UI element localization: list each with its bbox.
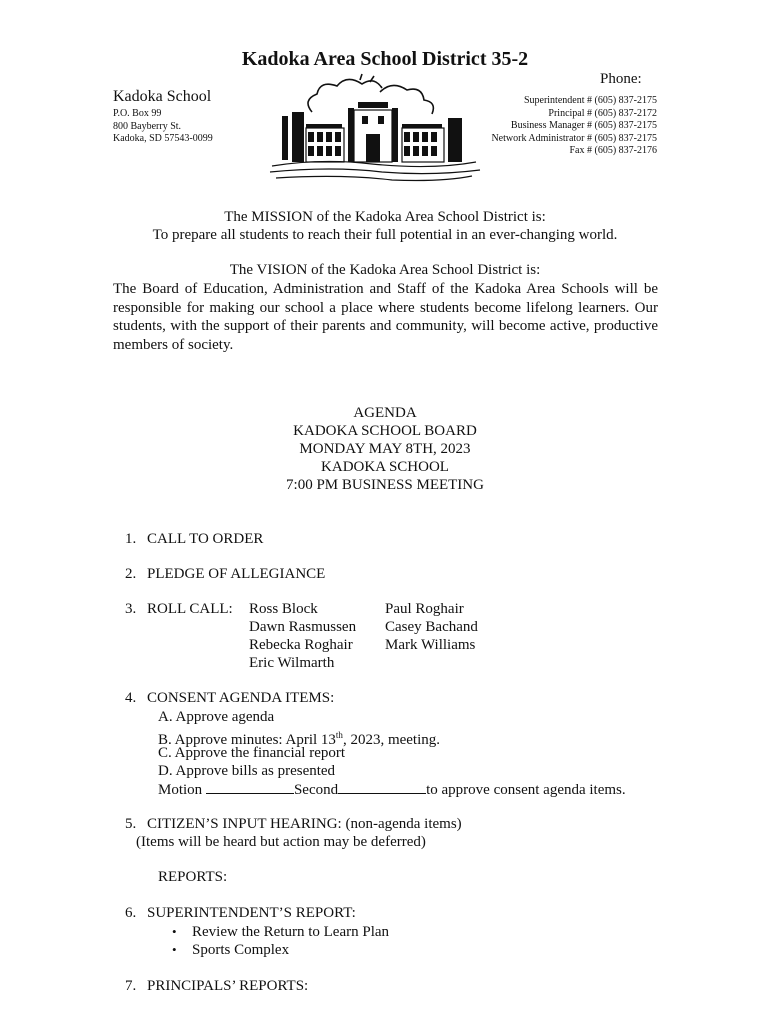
vision-heading: The VISION of the Kadoka Area School District is: xyxy=(229,262,541,278)
agenda-location: KADOKA SCHOOL xyxy=(321,459,449,475)
school-name: Kadoka School xyxy=(113,88,212,105)
item-text: CONSENT AGENDA ITEMS: xyxy=(147,690,335,706)
address-line: 800 Bayberry St. xyxy=(113,120,182,132)
contact-line: Network Administrator # (605) 837-2175 xyxy=(491,132,657,144)
address-line: P.O. Box 99 xyxy=(113,108,162,119)
item-text: CALL TO ORDER xyxy=(147,531,264,547)
vision-text: The Board of Education, Administration and Staff of the Kadoka Area Schools will be responsible for making our school a place where students become lifelong learners. Our students, with the support of their parents and community, will become active, productive members of society. xyxy=(113,281,658,353)
reports-heading: REPORTS: xyxy=(158,869,228,885)
agenda-board: KADOKA SCHOOL BOARD xyxy=(293,423,477,439)
agenda-date: MONDAY MAY 8TH, 2023 xyxy=(299,441,471,457)
contact-line: Superintendent # (605) 837-2175 xyxy=(523,95,657,106)
board-member: Eric Wilmarth xyxy=(249,655,335,671)
mission-text: To prepare all students to reach their full potential in an ever-changing world. xyxy=(152,227,618,243)
report-bullet: Review the Return to Learn Plan xyxy=(192,924,390,940)
item-number: 4. xyxy=(125,690,137,706)
motion-blank xyxy=(206,780,294,794)
consent-subitem: A. Approve agenda xyxy=(158,709,275,725)
item-note: (Items will be heard but action may be deferred) xyxy=(136,834,426,850)
contact-line: Principal # (605) 837-2172 xyxy=(548,107,657,119)
report-bullet: Sports Complex xyxy=(192,942,290,958)
district-title: Kadoka Area School District 35-2 xyxy=(241,48,529,70)
phone-label: Phone: xyxy=(600,71,642,87)
consent-subitem: B. Approve minutes: April 13th, 2023, meeting. xyxy=(158,730,441,748)
agenda-item-roll-call xyxy=(0,600,770,672)
item-number: 3. xyxy=(125,601,137,617)
board-member: Paul Roghair xyxy=(385,601,464,617)
board-member: Mark Williams xyxy=(385,637,476,653)
board-member: Ross Block xyxy=(249,601,318,617)
item-number: 7. xyxy=(125,978,137,994)
board-member: Rebecka Roghair xyxy=(249,637,353,653)
item-text: PLEDGE OF ALLEGIANCE xyxy=(147,566,326,582)
contact-line: Fax # (605) 837-2176 xyxy=(569,145,657,156)
item-text: PRINCIPALS’ REPORTS: xyxy=(147,978,309,994)
agenda-item-superintendent xyxy=(0,904,770,960)
agenda-item-consent xyxy=(0,689,770,799)
school-building-logo xyxy=(262,72,486,188)
agenda-meeting-time: 7:00 PM BUSINESS MEETING xyxy=(286,477,484,493)
item-text: SUPERINTENDENT’S REPORT: xyxy=(147,905,356,921)
item-number: 2. xyxy=(125,566,137,582)
board-member: Dawn Rasmussen xyxy=(249,619,357,635)
second-blank xyxy=(338,780,426,794)
bullet-icon: • xyxy=(172,924,177,939)
agenda-item-citizen-input xyxy=(0,815,770,855)
bullet-icon: • xyxy=(172,942,177,957)
item-text: ROLL CALL: xyxy=(147,601,233,617)
address-line: Kadoka, SD 57543-0099 xyxy=(113,133,213,144)
item-number: 6. xyxy=(125,905,137,921)
item-text: CITIZEN’S INPUT HEARING: (non-agenda items) xyxy=(147,816,462,832)
item-number: 5. xyxy=(125,816,137,832)
board-member: Casey Bachand xyxy=(385,619,478,635)
motion-line: Motion Second to approve consent agenda items. xyxy=(158,782,626,798)
agenda-title: AGENDA xyxy=(353,405,417,421)
consent-subitem: D. Approve bills as presented xyxy=(158,763,336,779)
mission-heading: The MISSION of the Kadoka Area School District is: xyxy=(224,209,546,225)
item-number: 1. xyxy=(125,531,137,547)
consent-subitem: C. Approve the financial report xyxy=(158,745,346,761)
contact-line: Business Manager # (605) 837-2175 xyxy=(510,120,657,131)
